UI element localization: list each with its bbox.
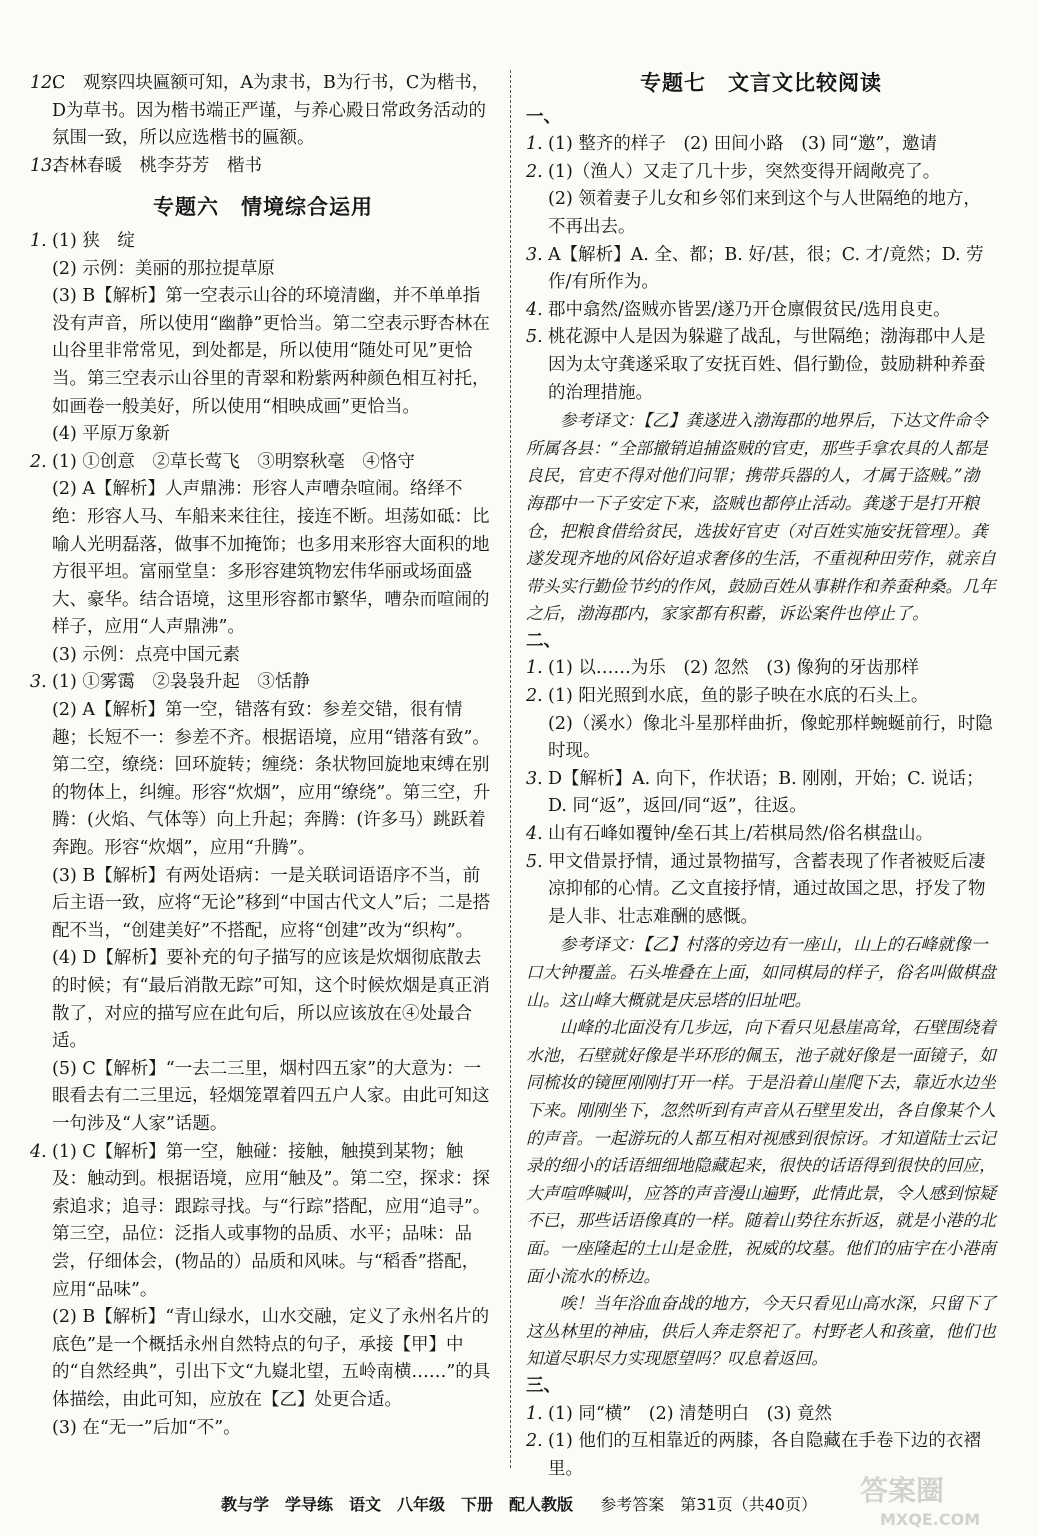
answer-part: (4) D【解析】要补充的句子描写的应该是炊烟彻底散去的时候；有“最后消散无踪”可知，这个时候炊烟是真正消散了，对应的描写应在此句后，所以应该放在④处最合适。 — [52, 948, 490, 1052]
left-column — [30, 70, 496, 1442]
answer-part: (2)（溪水）像北斗星那样曲折，像蛇那样蜿蜒前行，时隐时现。 — [548, 713, 993, 762]
answer-part: (4) 平原万象新 — [52, 424, 170, 445]
answer-number: 4. — [526, 299, 543, 320]
answer-number: 5. — [526, 851, 543, 872]
answer-number: 4. — [526, 824, 543, 845]
answer-part: (2) 领着妻子儿女和乡邻们来到这个与人世隔绝的地方，不再出去。 — [548, 189, 981, 237]
reference-translation: 唉！当年浴血奋战的地方，今天只看见山高水深，只留下了这丛林里的神庙，供后人奔走祭祀了。村野老人和孩童，他们也知道尽职尽力实现愿望吗？叹息着返回。 — [526, 1293, 996, 1369]
answer-text: (1) 同“横” (2) 清楚明白 (3) 竟然 — [548, 1403, 832, 1424]
answer-s3 — [526, 766, 996, 821]
section-title-6: 专题六 情境综合运用 — [153, 195, 373, 220]
answer-4 — [30, 1139, 496, 1305]
answer-r4 — [526, 297, 996, 325]
answer-number: 2. — [30, 451, 47, 472]
answer-2 — [30, 449, 496, 477]
answer-number: 2. — [526, 161, 543, 182]
part-heading-1: 一、 — [526, 106, 561, 127]
answer-r5 — [526, 324, 996, 407]
answer-text: (1)（渔人）又走了几十步，突然变得开阔敞亮了。 — [548, 161, 941, 182]
answer-part: (2) A【解析】第一空，错落有致：参差交错，很有情趣；长短不一：参差不齐。根据语境，应用“错落有致”。第二空，缭绕：回环旋转；缠绕：条状物回旋地束缚在别的物体上，纠缠。形容“炊烟”，应用“缭绕”。第三空，升腾：(火焰、气体等）向上升起；奔腾：(许多马）跳跃着奔跑。形容“炊烟”，应用“升腾”。 — [52, 700, 491, 859]
answer-r1 — [526, 131, 996, 159]
page-number: 参考答案 第31页（共40页） — [600, 1495, 817, 1514]
answer-r2 — [526, 159, 996, 187]
answer-number: 1. — [526, 134, 543, 155]
answer-text: 甲文借景抒情，通过景物描写，含蓄表现了作者被贬后凄凉抑郁的心情。乙文直接抒情，通过故国之思，抒发了物是人非、壮志难酬的感慨。 — [548, 851, 986, 927]
answer-number: 2. — [526, 686, 543, 707]
answer-1 — [30, 228, 496, 256]
answer-part: (2) B【解析】“青山绿水，山水交融，定义了永州名片的底色”是一个概括永州自然特点的句子，承接【甲】中的“自然经典”，引出下文“九嶷北望，五岭南横……”的具体描绘，由此可知，应放在【乙】处更合适。 — [52, 1307, 491, 1410]
answer-text: (1) 他们的互相靠近的两膝，各自隐藏在手卷下边的衣褶里。 — [548, 1431, 981, 1479]
answer-text: (1) 狭 绽 — [52, 230, 135, 251]
answer-number: 3. — [526, 244, 543, 265]
answer-s2 — [526, 683, 996, 711]
answer-text: (1) ①雾霭 ②袅袅升起 ③恬静 — [52, 672, 310, 693]
watermark-logo — [850, 1470, 1020, 1530]
answer-t1 — [526, 1401, 996, 1429]
reference-translation: 参考译文：【乙】龚遂进入渤海郡的地界后，下达文件命令所属各县：“全部撤销追捕盗贼的官吏，那些手拿农具的人都是良民，官吏不得对他们问罪；携带兵器的人，才属于盗贼。”渤海郡中一下子安定下来，盗贼也都停止活动。龚遂于是打开粮仓，把粮食借给贫民，选拔好官吏（对百姓实施安抚管理）。龚遂发现齐地的风俗好追求奢侈的生活，不重视种田劳作，就亲自带头实行勤俭节约的作风，鼓励百姓从事耕作和养蚕种桑。几年之后，渤海郡内，家家都有积蓄，诉讼案件也停止了。 — [526, 410, 996, 624]
answer-part: (3) 在“无一”后加“不”。 — [52, 1417, 241, 1438]
answer-number: 1. — [526, 658, 543, 679]
answer-part: (2) A【解析】人声鼎沸：形容人声嘈杂喧闹。络绎不绝：形容人马、车船来来往往，接连不断。坦荡如砥：比喻人光明磊落，做事不加掩饰；也多用来形容大面积的地方很平坦。富丽堂皇：多形容建筑物宏伟华丽或场面盛大、豪华。结合语境，这里形容都市繁华，嘈杂而喧闹的样子，应用“人声鼎沸”。 — [52, 479, 490, 638]
answer-number: 13. — [30, 155, 58, 176]
answer-part: (3) B【解析】第一空表示山谷的环境清幽，并不单单指没有声音，所以使用“幽静”更恰当。第二空表示野杏林在山谷里非常常见，到处都是，所以使用“随处可见”更恰当。第三空表示山谷里的青翠和粉紫两种颜色相互衬托，如画卷一般美好，所以使用“相映成画”更恰当。 — [52, 286, 490, 417]
answer-12 — [30, 70, 496, 153]
answer-text: (1) 以……为乐 (2) 忽然 (3) 像狗的牙齿那样 — [548, 658, 920, 679]
answer-text: 山有石峰如覆钟/垒石其上/若棋局然/俗名棋盘山。 — [548, 824, 934, 845]
answer-text: 杏林春暖 桃李芬芳 楷书 — [52, 155, 262, 176]
right-column — [526, 70, 996, 1483]
reference-translation: 参考译文：【乙】村落的旁边有一座山，山上的石峰就像一口大钟覆盖。石头堆叠在上面，如同棋局的样子，俗名叫做棋盘山。这山峰大概就是庆忌塔的旧址吧。 — [526, 934, 996, 1010]
book-title: 教与学 学导练 语文 八年级 下册 配人教版 — [221, 1495, 574, 1514]
answer-3 — [30, 669, 496, 697]
answer-number: 12. — [30, 73, 58, 93]
answer-text: (1) 阳光照到水底，鱼的影子映在水底的石头上。 — [548, 686, 929, 707]
watermark-line2: MXQE.COM — [880, 1510, 981, 1529]
answer-r3 — [526, 242, 996, 297]
column-divider — [510, 70, 511, 1468]
answer-number: 2. — [526, 1431, 543, 1452]
answer-part: (3) B【解析】有两处语病：一是关联词语语序不当，前后主语一致，应将“无论”移到“中国古代文人”后；二是搭配不当，“创建美好”不搭配，应将“创建”改为“织构”。 — [52, 865, 491, 941]
part-heading-2: 二、 — [526, 630, 561, 651]
answer-part: (5) C【解析】“一去二三里，烟村四五家”的大意为：一眼看去有二三里远，轻烟笼罩着四五户人家。由此可知这一句涉及“人家”话题。 — [52, 1058, 490, 1134]
answer-text: A【解析】A. 全、都；B. 好/甚，很；C. 才/竟然；D. 劳作/有所作为。 — [548, 244, 984, 293]
watermark-line1: 答案圈 — [860, 1474, 945, 1507]
answer-text: C 观察四块匾额可知，A为隶书，B为行书，C为楷书，D为草书。因为楷书端正严谨，与养心殿日常政务活动的氛围一致，所以应选楷书的匾额。 — [52, 73, 490, 149]
answer-text: D【解析】A. 向下，作状语；B. 刚刚，开始；C. 说话；D. 同“返”，返回/同“返”，往返。 — [548, 768, 984, 817]
answer-text: 桃花源中人是因为躲避了战乱，与世隔绝；渤海郡中人是因为太守龚遂采取了安抚百姓、倡行勤俭，鼓励耕种养蚕的治理措施。 — [548, 327, 986, 403]
answer-number: 3. — [526, 768, 543, 789]
answer-number: 5. — [526, 327, 543, 348]
answer-number: 1. — [526, 1403, 543, 1424]
answer-number: 3. — [30, 672, 47, 693]
answer-number: 4. — [30, 1141, 47, 1162]
answer-part: (3) 示例：点亮中国元素 — [52, 644, 240, 665]
answer-text: (1) 整齐的样子 (2) 田间小路 (3) 同“邀”，邀请 — [548, 134, 937, 155]
answer-text: (1) C【解析】第一空，触碰：接触，触摸到某物；触及：触动到。根据语境，应用“触及”。第二空，探求：探索追求；追寻：跟踪寻找。与“行踪”搭配，应用“追寻”。第三空，品位：泛指人或事物的品质、水平；品味：品尝，仔细体会，(物品的）品质和风味。与“稻香”搭配，应用“品味”。 — [52, 1141, 491, 1300]
answer-part: (2) 示例：美丽的那拉提草原 — [52, 258, 275, 279]
section-title-7: 专题七 文言文比较阅读 — [640, 71, 882, 95]
answer-text: (1) ①创意 ②草长莺飞 ③明察秋毫 ④恪守 — [52, 451, 415, 472]
reference-translation: 山峰的北面没有几步远，向下看只见悬崖高耸，石壁围绕着水池，石壁就好像是半环形的佩玉，池子就好像是一面镜子，如同梳妆的镜匣刚刚打开一样。于是沿着山崖爬下去，靠近水边坐下来。刚刚坐下，忽然听到有声音从石壁里发出，各自像某个人的声音。一起游玩的人都互相对视感到很惊讶。才知道陆士云记录的细小的话语细细地隐藏起来，很快的话语得到很快的回应，大声喧哗喊叫，应答的声音漫山遍野，此情此景，令人感到惊疑不已，那些话语像真的一样。随着山势往东折返，就是小港的北面。一座隆起的土山是金胜，祝威的坟墓。他们的庙宇在小港南面小流水的桥边。 — [526, 1017, 996, 1286]
answer-s1 — [526, 655, 996, 683]
part-heading-3: 三、 — [526, 1375, 561, 1396]
answer-s4 — [526, 821, 996, 849]
answer-number: 1. — [30, 230, 47, 251]
answer-text: 郡中翕然/盗贼亦皆罢/遂乃开仓廪假贫民/选用良吏。 — [548, 299, 951, 320]
answer-s5 — [526, 849, 996, 932]
answer-13 — [30, 153, 496, 181]
